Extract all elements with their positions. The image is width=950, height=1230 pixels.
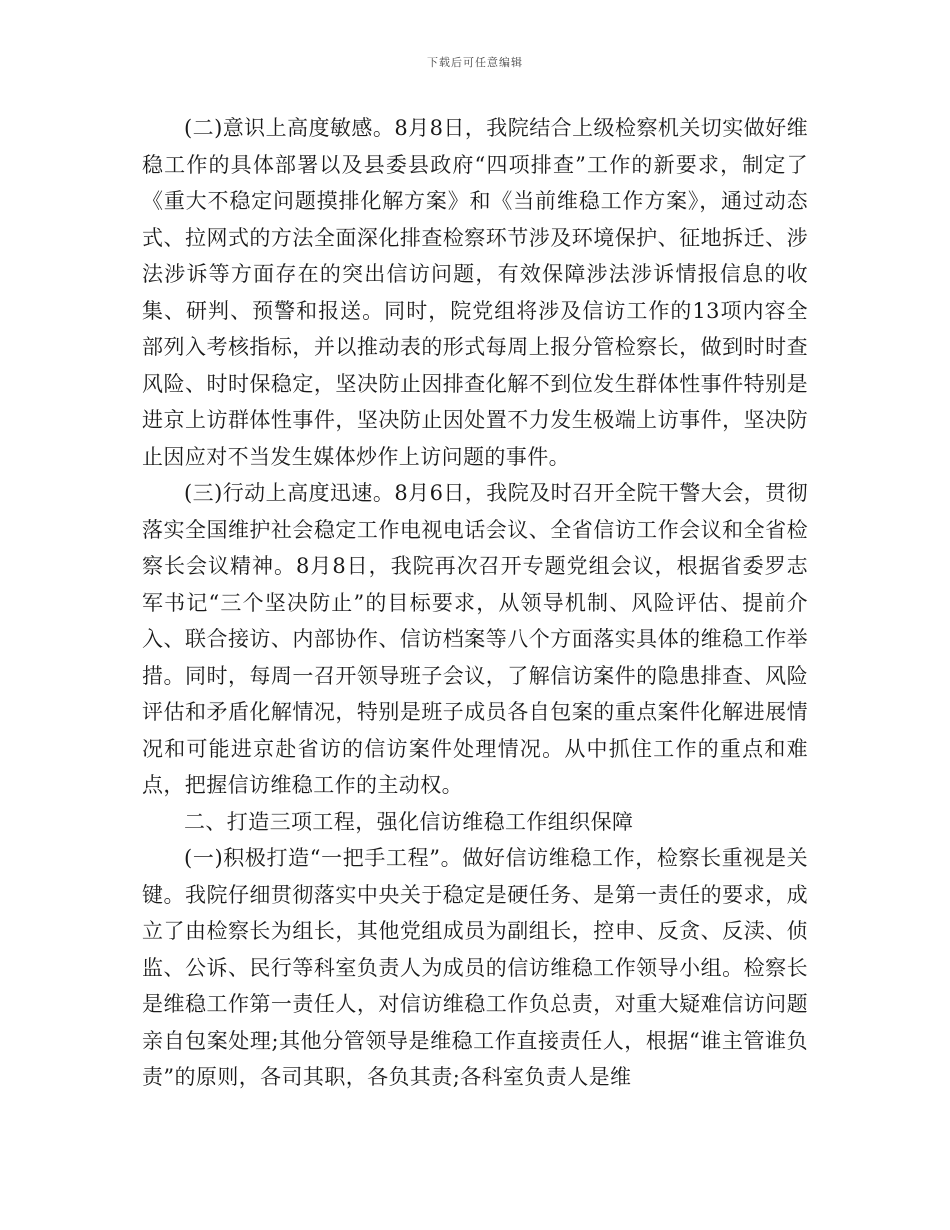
page-header: 下载后可任意编辑 <box>427 56 523 69</box>
paragraph-leader-project: (一)积极打造“一把手工程”。做好信访维稳工作，检察长重视是关键。我院仔细贯彻落实中央关于稳定是硬任务、是第一责任的要求，成立了由检察长为组长，其他党组成员为副组长，控申、反贪、反渎、侦监、公诉、民行等科室负责人为成员的信访维稳工作领导小组。检察长是维稳工作第一责任人，对信访维稳工作负总责，对重大疑难信访问题亲自包案处理;其他分管领导是维稳工作直接责任人，根据“谁主管谁负责”的原则，各司其职，各负其责;各科室负责人是维 <box>142 846 808 1089</box>
paragraph-action: (三)行动上高度迅速。8月6日，我院及时召开全院干警大会，贯彻落实全国维护社会稳定工作电视电话会议、全省信访工作会议和全省检察长会议精神。8月8日，我院再次召开专题党组会议，根据省委罗志军书记“三个坚决防止”的目标要求，从领导机制、风险评估、提前介入、联合接访、内部协作、信访档案等八个方面落实具体的维稳工作举措。同时，每周一召开领导班子会议，了解信访案件的隐患排查、风险评估和矛盾化解情况，特别是班子成员各自包案的重点案件化解进展情况和可能进京赴省访的信访案件处理情况。从中抓住工作的重点和难点，把握信访维稳工作的主动权。 <box>142 481 808 797</box>
document-body <box>142 110 808 1096</box>
paragraph-awareness: (二)意识上高度敏感。8月8日，我院结合上级检察机关切实做好维稳工作的具体部署以及县委县政府“四项排查”工作的新要求，制定了《重大不稳定问题摸排化解方案》和《当前维稳工作方案》，通过动态式、拉网式的方法全面深化排查检察环节涉及环境保护、征地拆迁、涉法涉诉等方面存在的突出信访问题，有效保障涉法涉诉情报信息的收集、研判、预警和报送。同时，院党组将涉及信访工作的13项内容全部列入考核指标，并以推动表的形式每周上报分管检察长，做到时时查风险、时时保稳定，坚决防止因排查化解不到位发生群体性事件特别是进京上访群体性事件，坚决防止因处置不力发生极端上访事件，坚决防止因应对不当发生媒体炒作上访问题的事件。 <box>142 116 808 469</box>
section-heading: 二、打造三项工程，强化信访维稳工作组织保障 <box>184 809 634 834</box>
